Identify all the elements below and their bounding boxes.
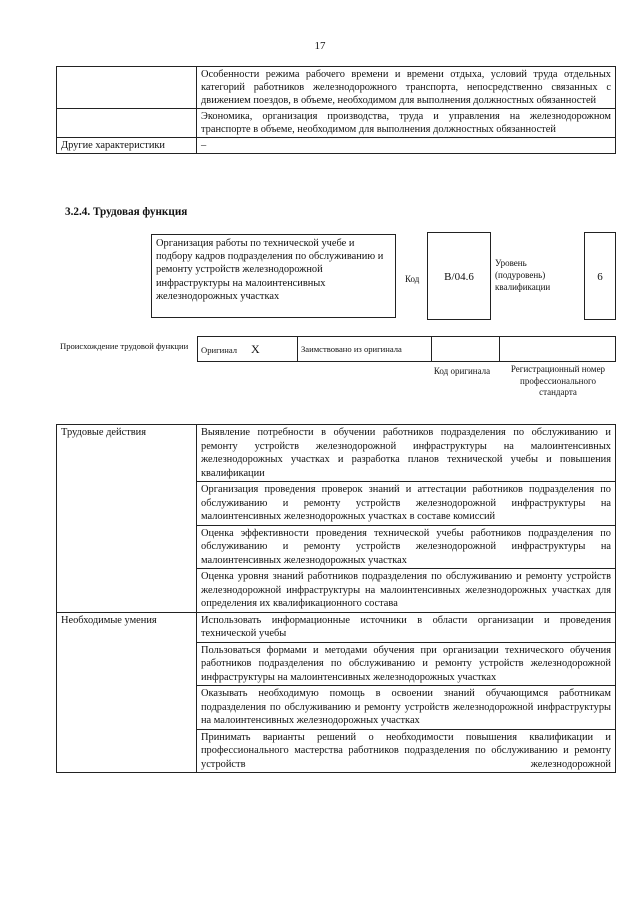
registration-number-cell: [500, 337, 616, 362]
code-label: Код: [405, 274, 420, 284]
labor-action-item: Оценка эффективности проведения технической учебы работников подразделения по обслуживанию и ремонту устройств железнодорожной инфраструктуры на малоинтенсивных железнодорожных участках: [197, 525, 616, 569]
origin-label: Происхождение трудовой функции: [60, 341, 189, 351]
skill-item: Использовать информационные источники в области организации и проведения технической учебы: [197, 612, 616, 642]
knowledge-continuation-table: [56, 66, 616, 154]
empty-label-cell: [57, 109, 197, 138]
original-mark: X: [251, 341, 260, 356]
qualification-level-label: Уровень (подуровень) квалификации: [495, 258, 551, 292]
empty-label-cell: [57, 67, 197, 109]
skill-item: Пользоваться формами и методами обучения при организации технического обучения работников подразделения по обслуживанию и ремонту устройств железнодорожной инфраструктуры на малоинтенсивных железнодорожных участках: [197, 642, 616, 686]
function-name-box: Организация работы по технической учебе и подбору кадров подразделения по обслуживанию и ремонту устройств железнодорожной инфраструктуры на малоинтенсивных железнодорожных участках: [151, 234, 396, 318]
qualification-level-box: 6: [584, 232, 616, 320]
origin-table: [197, 336, 616, 362]
original-cell: [198, 337, 298, 362]
knowledge-item: Экономика, организация производства, труда и управления на железнодорожном транспорте в объеме, необходимом для выполнения должностных обязанностей: [197, 109, 616, 138]
registration-number-caption: Регистрационный номер профессионального стандарта: [510, 364, 606, 397]
knowledge-item: Особенности режима рабочего времени и времени отдыха, условий труда отдельных категорий работников железнодорожного транспорта, непосредственно связанных с движением поездов, в объеме, необходимом для выполнения должностных обязанностей: [197, 67, 616, 109]
table-row: [57, 67, 616, 109]
labor-action-item: Выявление потребности в обучении работников подразделения по обслуживанию и ремонту устройств железнодорожной инфраструктуры на малоинтенсивных железнодорожных участках и разработка планов технической учебы и повышения квалификации: [197, 425, 616, 482]
origin-code-cell: [432, 337, 500, 362]
table-row: [57, 138, 616, 154]
function-code-box: B/04.6: [427, 232, 491, 320]
other-characteristics-value: –: [197, 138, 616, 154]
labor-action-item: Организация проведения проверок знаний и аттестации работников подразделения по обслуживанию и ремонту устройств железнодорожной инфраструктуры на малоинтенсивных железнодорожных участках в составе комиссий: [197, 482, 616, 526]
original-label: Оригинал: [201, 344, 238, 355]
other-characteristics-label: Другие характеристики: [57, 138, 197, 154]
skills-label: Необходимые умения: [57, 612, 197, 773]
table-row: [57, 109, 616, 138]
page-number: 17: [314, 40, 326, 52]
skill-item: Принимать варианты решений о необходимости повышения квалификации и профессионального мастерства работников подразделения по обслуживанию и ремонту устройств железнодорожной: [197, 729, 616, 773]
function-details-table: [56, 424, 616, 773]
origin-code-caption: Код оригинала: [433, 366, 491, 376]
borrowed-label: Заимствовано из оригинала: [298, 337, 432, 362]
labor-actions-label: Трудовые действия: [57, 425, 197, 613]
table-row: [198, 337, 616, 362]
labor-action-item: Оценка уровня знаний работников подразделения по обслуживанию и ремонту устройств железнодорожной инфраструктуры на малоинтенсивных железнодорожных участках для определения их квалификационного состава: [197, 569, 616, 613]
skill-item: Оказывать необходимую помощь в освоении знаний обучающимся работникам подразделения по обслуживанию и ремонту устройств железнодорожной инфраструктуры на малоинтенсивных железнодорожных участках: [197, 686, 616, 730]
section-title: 3.2.4. Трудовая функция: [65, 206, 188, 218]
table-row: [57, 425, 616, 482]
table-row: [57, 612, 616, 642]
